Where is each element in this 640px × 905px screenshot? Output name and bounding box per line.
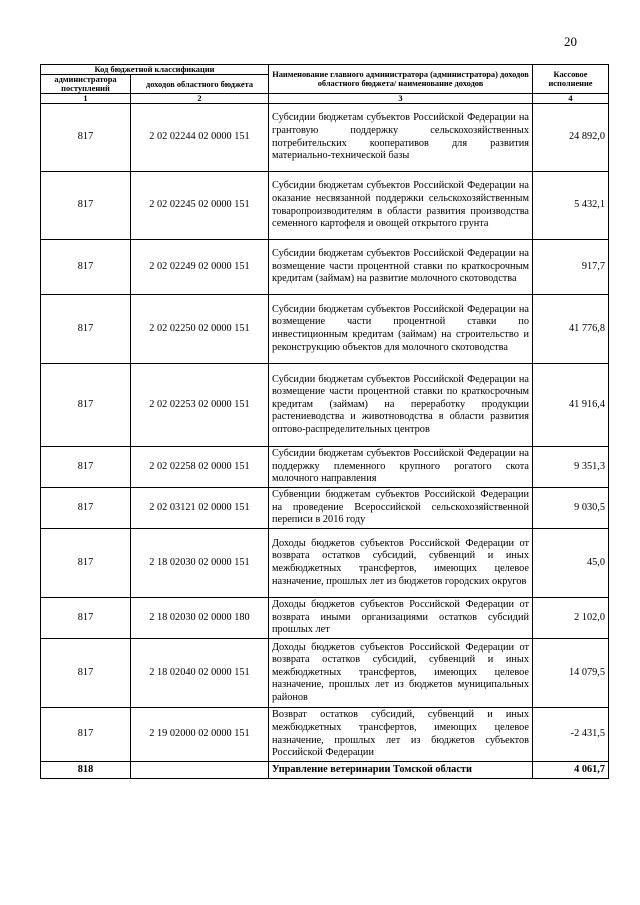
- column-number: 2: [131, 94, 269, 104]
- table-row: [41, 364, 609, 447]
- admin-code-cell: 817: [41, 295, 131, 364]
- admin-code-cell: 817: [41, 447, 131, 488]
- table-row: [41, 447, 609, 488]
- amount-cell: 4 061,7: [533, 762, 609, 779]
- budget-table: [40, 64, 609, 779]
- revenue-code-cell: 2 18 02030 02 0000 151: [131, 529, 269, 598]
- admin-code-cell: 817: [41, 529, 131, 598]
- amount-cell: 41 916,4: [533, 364, 609, 447]
- revenue-name-cell: Субсидии бюджетам субъектов Российской Федерации на возмещение части процентной ставки по инвестиционным кредитам (займам) на строительство и реконструкцию объектов для молочного скотоводства: [269, 295, 533, 364]
- admin-code-cell: 817: [41, 172, 131, 240]
- header-amount: Кассовое исполнение: [533, 65, 609, 94]
- revenue-code-cell: 2 19 02000 02 0000 151: [131, 708, 269, 762]
- amount-cell: 5 432,1: [533, 172, 609, 240]
- amount-cell: 45,0: [533, 529, 609, 598]
- amount-cell: 41 776,8: [533, 295, 609, 364]
- table-row: [41, 529, 609, 598]
- revenue-name-cell: Доходы бюджетов субъектов Российской Федерации от возврата иными организациями остатков субсидий прошлых лет: [269, 598, 533, 639]
- admin-code-cell: 817: [41, 240, 131, 295]
- header-group-title: Код бюджетной классификации: [41, 65, 269, 75]
- admin-code-cell: 817: [41, 364, 131, 447]
- amount-cell: 9 351,3: [533, 447, 609, 488]
- table-row: [41, 598, 609, 639]
- revenue-code-cell: 2 02 02250 02 0000 151: [131, 295, 269, 364]
- amount-cell: 24 892,0: [533, 104, 609, 172]
- revenue-code-cell: 2 02 03121 02 0000 151: [131, 488, 269, 529]
- admin-code-cell: 817: [41, 598, 131, 639]
- revenue-code-cell: 2 02 02253 02 0000 151: [131, 364, 269, 447]
- table-header-row: [41, 65, 609, 75]
- revenue-name-cell: Субсидии бюджетам субъектов Российской Федерации на возмещение части процентной ставки по краткосрочным кредитам (займам) на развитие молочного скотоводства: [269, 240, 533, 295]
- page-number: 20: [564, 34, 577, 49]
- admin-code-cell: 817: [41, 488, 131, 529]
- column-number: 1: [41, 94, 131, 104]
- revenue-code-cell: 2 02 02244 02 0000 151: [131, 104, 269, 172]
- amount-cell: -2 431,5: [533, 708, 609, 762]
- revenue-code-cell: [131, 762, 269, 779]
- column-number: 4: [533, 94, 609, 104]
- revenue-name-cell: Доходы бюджетов субъектов Российской Федерации от возврата остатков субсидий, субвенций и иных межбюджетных трансфертов, имеющих целевое назначение, прошлых лет из бюджетов городских округов: [269, 529, 533, 598]
- revenue-code-cell: 2 18 02030 02 0000 180: [131, 598, 269, 639]
- header-code: доходов областного бюджета: [131, 75, 269, 94]
- table-row: [41, 240, 609, 295]
- revenue-name-cell: Доходы бюджетов субъектов Российской Федерации от возврата остатков субсидий, субвенций и иных межбюджетных трансфертов, имеющих целевое назначение, прошлых лет из бюджетов муниципальных районов: [269, 639, 533, 708]
- administrator-name-cell: Управление ветеринарии Томской области: [269, 762, 533, 779]
- revenue-name-cell: Возврат остатков субсидий, субвенций и иных межбюджетных трансфертов, имеющих целевое назначение, прошлых лет из бюджетов субъектов Российской Федерации: [269, 708, 533, 762]
- revenue-code-cell: 2 18 02040 02 0000 151: [131, 639, 269, 708]
- revenue-name-cell: Субсидии бюджетам субъектов Российской Федерации на поддержку племенного крупного рогатого скота молочного направления: [269, 447, 533, 488]
- admin-code-cell: 817: [41, 639, 131, 708]
- admin-code-cell: 818: [41, 762, 131, 779]
- revenue-name-cell: Субвенции бюджетам субъектов Российской Федерации на проведение Всероссийской сельскохозяйственной переписи в 2016 году: [269, 488, 533, 529]
- revenue-code-cell: 2 02 02249 02 0000 151: [131, 240, 269, 295]
- amount-cell: 2 102,0: [533, 598, 609, 639]
- header-name: Наименование главного администратора (администратора) доходов областного бюджета/ наименование доходов: [269, 65, 533, 94]
- revenue-code-cell: 2 02 02258 02 0000 151: [131, 447, 269, 488]
- revenue-code-cell: 2 02 02245 02 0000 151: [131, 172, 269, 240]
- amount-cell: 14 079,5: [533, 639, 609, 708]
- header-admin: администратора поступлений: [41, 75, 131, 94]
- total-row: [41, 762, 609, 779]
- amount-cell: 9 030,5: [533, 488, 609, 529]
- revenue-name-cell: Субсидии бюджетам субъектов Российской Федерации на оказание несвязанной поддержки сельскохозяйственным товаропроизводителям в области развития производства семенного картофеля и овощей открытого грунта: [269, 172, 533, 240]
- table-row: [41, 172, 609, 240]
- table-row: [41, 708, 609, 762]
- amount-cell: 917,7: [533, 240, 609, 295]
- admin-code-cell: 817: [41, 104, 131, 172]
- admin-code-cell: 817: [41, 708, 131, 762]
- table-row: [41, 639, 609, 708]
- table-row: [41, 104, 609, 172]
- table-row: [41, 488, 609, 529]
- column-number: 3: [269, 94, 533, 104]
- revenue-name-cell: Субсидии бюджетам субъектов Российской Федерации на грантовую поддержку сельскохозяйственных потребительских кооперативов для развития материально-технической базы: [269, 104, 533, 172]
- column-number-row: [41, 94, 609, 104]
- revenue-name-cell: Субсидии бюджетам субъектов Российской Федерации на возмещение части процентной ставки по краткосрочным кредитам (займам) на переработку продукции растениеводства и животноводства в области развития оптово-распределительных центров: [269, 364, 533, 447]
- table-row: [41, 295, 609, 364]
